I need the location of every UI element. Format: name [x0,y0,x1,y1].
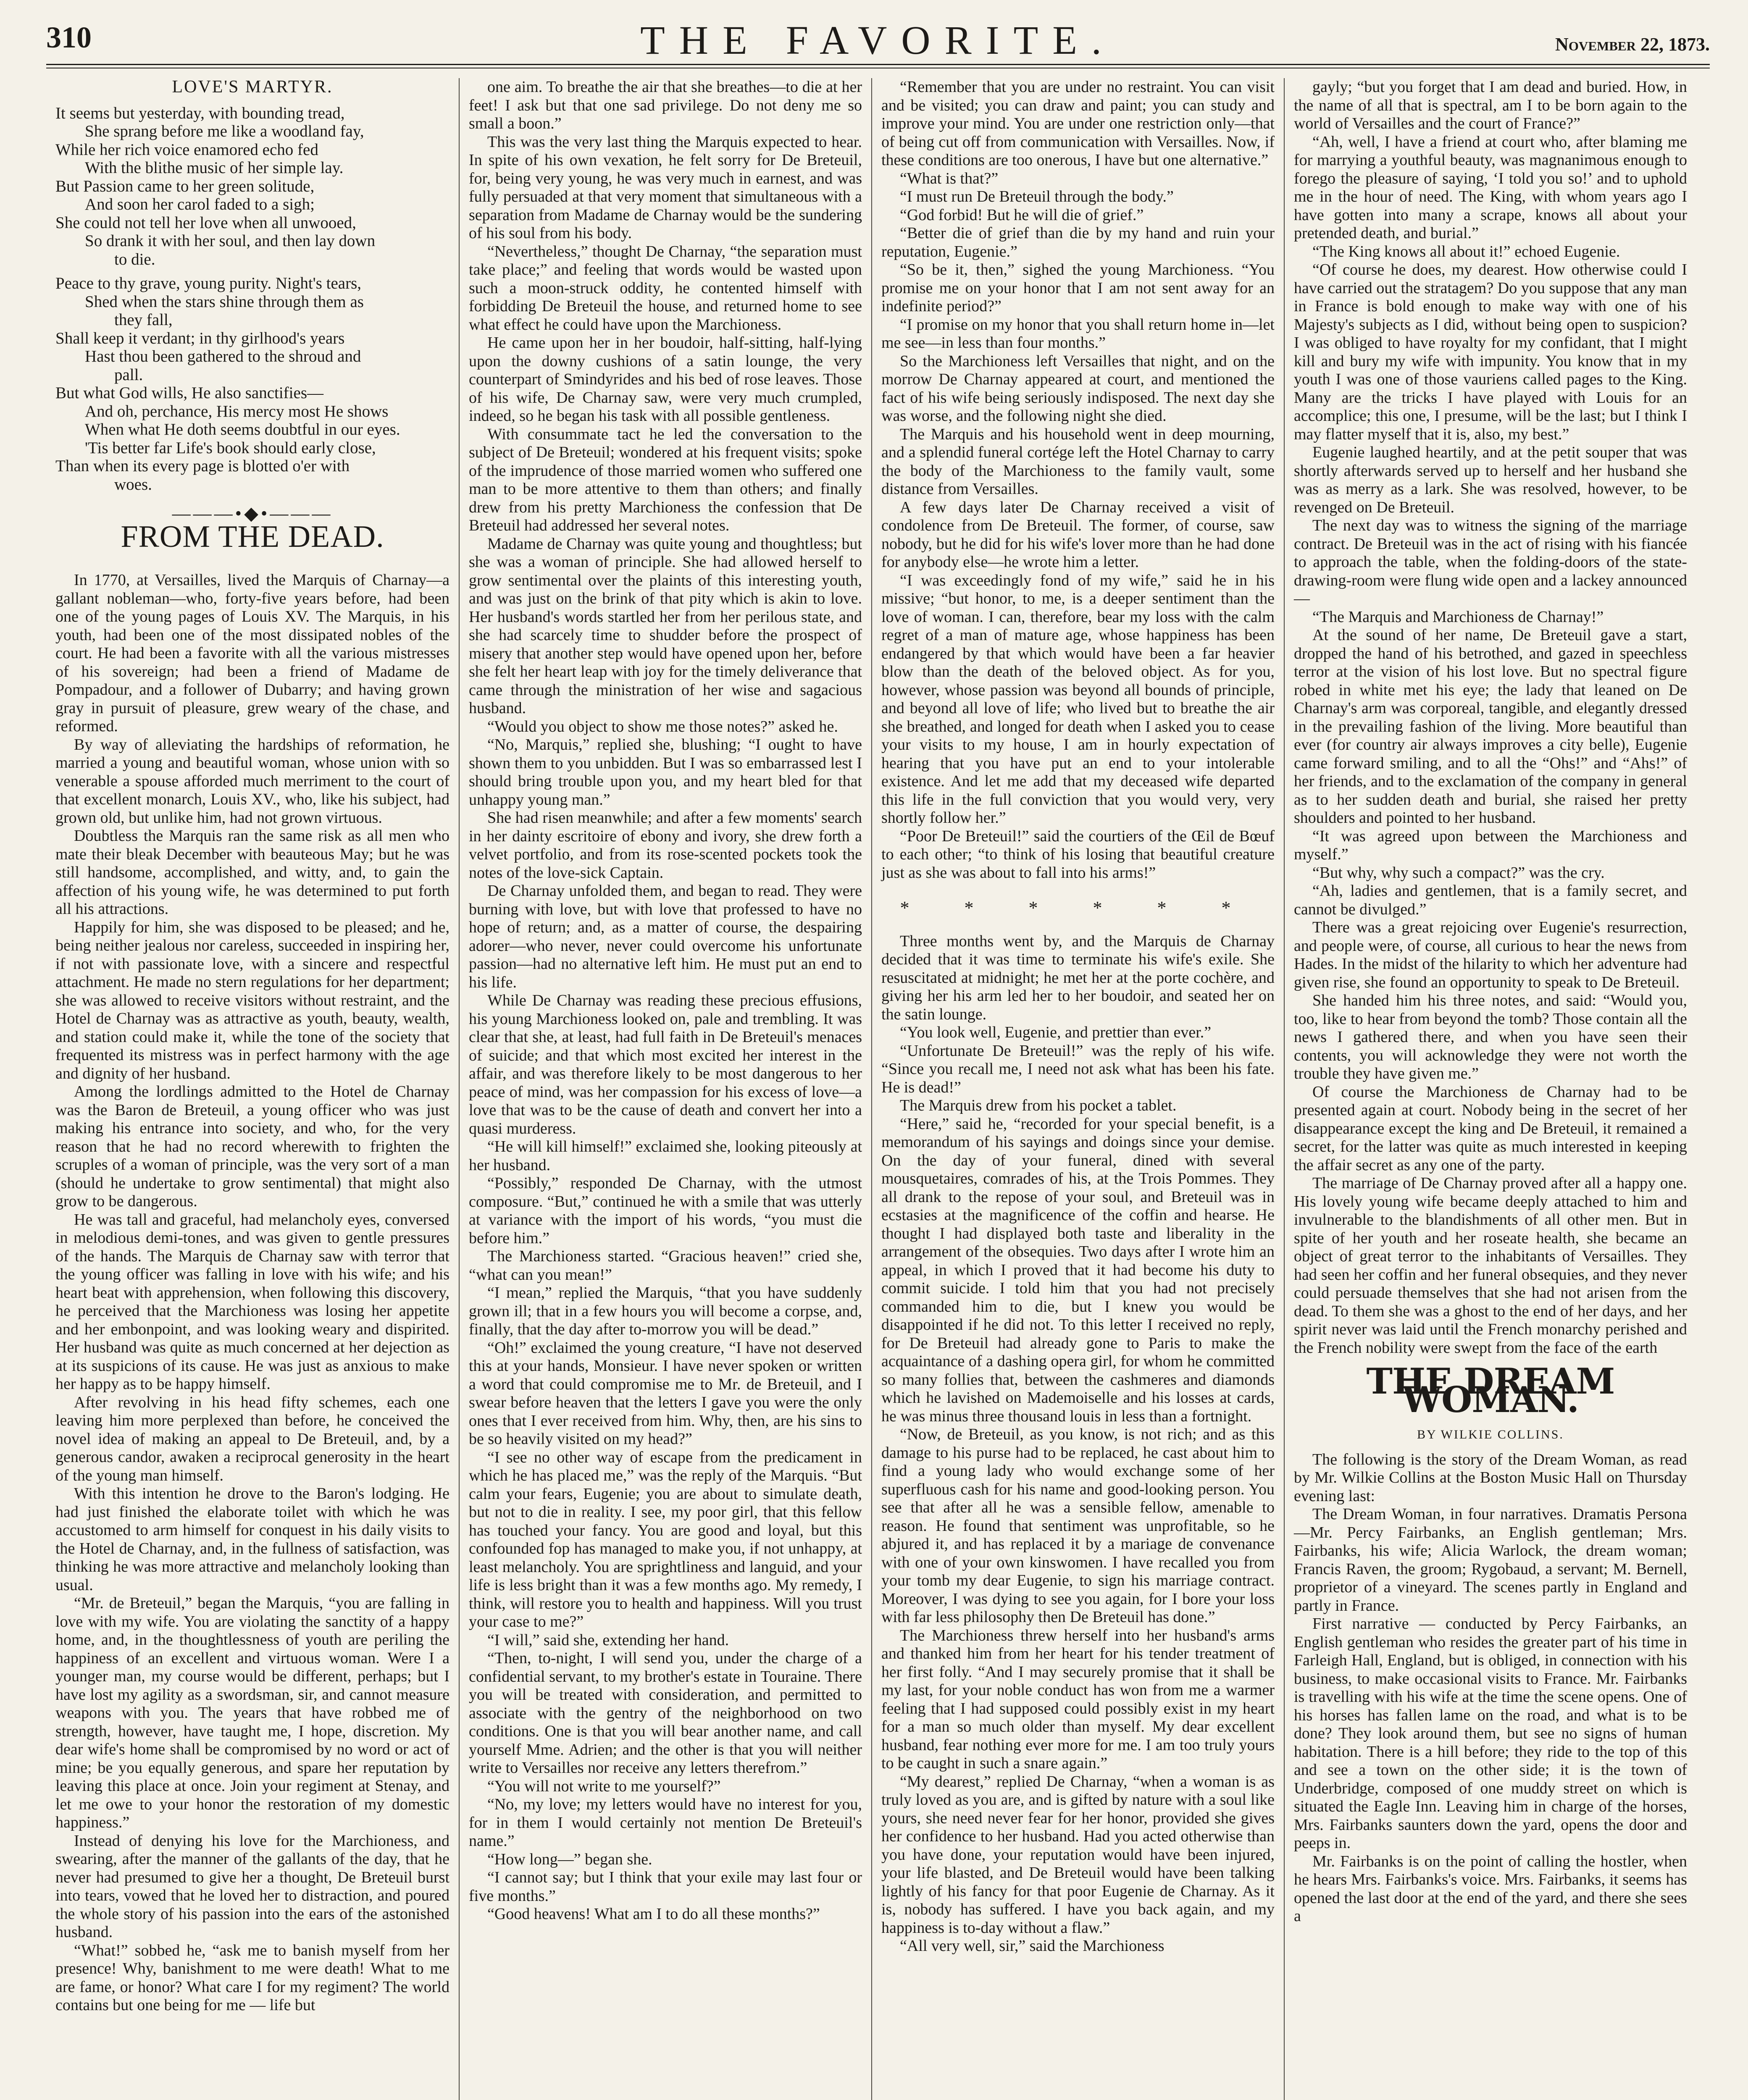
issue-date: November 22, 1873. [1555,34,1710,55]
story-title: FROM THE DEAD. [121,519,384,554]
paragraph: The Dream Woman, in four narratives. Dramatis Persona—Mr. Percy Fairbanks, an English gentleman; Mrs. Fairbanks, his wife; Alicia Warlock, the dream woman; Francis Raven, the groom; Rygobaud, a servant; M. Bernell, proprietor of a vineyard. The scenes partly in England and partly in France. [1294,1505,1687,1614]
paragraph: The Marquis drew from his pocket a tablet. [900,1097,1177,1114]
paragraph: “No, my love; my letters would have no interest for you, for in them I would certainly not mention De Breteuil's name.” [469,1796,862,1850]
paragraph: “The King knows all about it!” echoed Eugenie. [1312,242,1620,260]
paragraph: “Poor De Breteuil!” said the courtiers of the Œil de Bœuf to each other; “to think of his losing that beautiful creature just as she was about to fall into his arms!” [881,827,1275,882]
poem-line: And soon her carol faded to a sigh; [85,195,315,213]
poem-line: Peace to thy grave, young purity. Night's tears, [55,274,361,292]
paragraph: “Of course he does, my dearest. How otherwise could I have carried out the stratagem? Do you suppose that any man in France is bold enough to make way with one of his Majesty's subjects as I did, without being open to suspicion? I was obliged to have royalty for my confidant, that I might kill and bury my wife with impunity. You know that in my youth I was one of those vauriens called pages to the King. Many are the tricks I have played with Louis for an accomplice; this one, I presume, will be the last; but I think I may flatter myself that it is, also, my best.” [1294,261,1687,443]
paragraph: “Now, de Breteuil, as you know, is not rich; and as this damage to his purse had to be replaced, he cast about him to find a young lady who would exchange some of her superfluous cash for his name and good-looking person. You see that after all he was a sensible fellow, amenable to reason. He found that sentiment was unprofitable, so he abjured it, and has replaced it by a mariage de convenance with one of your own kinswomen. I have recalled you from your tomb my dear Eugenie, to sign his marriage contract. Moreover, I was dying to see you again, for I bore your loss with far less philosophy then De Breteuil has done.” [881,1425,1275,1626]
paragraph: “What!” sobbed he, “ask me to banish myself from her presence! Why, banishment to me were death! What to me are fame, or honor? What care I for my regiment? The world contains but one being for me — life but [55,1941,449,2014]
paragraph: Among the lordlings admitted to the Hotel de Charnay was the Baron de Breteuil, a young officer who was just making his entrance into society, and who, for the very reason that he had no record wherewith to frighten the scruples of a woman of principle, was the very sort of a man (should he undertake to grow sentimental) that might also grow to be dangerous. [55,1083,449,1210]
paragraph: “The Marquis and Marchioness de Charnay!” [1312,608,1604,626]
paragraph: “Nevertheless,” thought De Charnay, “the separation must take place;” and feeling that words would be wasted upon such a moon-struck oddity, he contented himself with forbidding De Breteuil the house, and returned home to see what effect he could have upon the Marchioness. [469,242,862,333]
paragraph: “All very well, sir,” said the Marchioness [900,1937,1164,1955]
poem-line: woes. [114,475,152,494]
paragraph: Madame de Charnay was quite young and thoughtless; but she was a woman of principle. She had allowed herself to grow sentimental over the plaints of this interesting youth, and was just on the brink of that pity which is akin to love. Her husband's words startled her from her perilous state, and she had scarcely time to shudder before the prospect of misery that another step would have opened upon her, before she felt her heart leap with joy for the timely deliverance that came through the ministration of her wise and sagacious husband. [469,535,862,717]
newspaper-title: THE FAVORITE. [640,18,1116,63]
poem-line: Shed when the stars shine through them as [85,292,364,311]
paragraph: After revolving in his head fifty schemes, each one leaving him more perplexed than before, he conceived the novel idea of making an appeal to De Breteuil, and, by a generous candor, awaken a reciprocal generosity in the heart of the young man himself. [55,1393,449,1484]
paragraph: “It was agreed upon between the Marchioness and myself.” [1294,827,1687,863]
poem-line: While her rich voice enamored echo fed [55,140,318,159]
story-title-2: THE DREAM WOMAN. [1366,1360,1615,1420]
story-body-col3a [881,78,1275,882]
paragraph: With this intention he drove to the Baron's lodging. He had just finished the elaborate toilet with which he was accustomed to arm himself for conquest in his daily visits to the Hotel de Charnay, and, in the fullness of satisfaction, was thinking he was more attractive and melancholy looking than usual. [55,1485,449,1594]
paragraph: Happily for him, she was disposed to be pleased; and he, being neither jealous nor careless, succeeded in inspiring her, if not with passionate love, with a sincere and respectful attachment. He made no stern regulations for her department; she was allowed to receive visitors without restraint, and the Hotel de Charnay was as attractive as youth, beauty, wealth, and station could make it, while the tone of the society that frequented its mistress was in perfect harmony with the age and dignity of her husband. [55,918,449,1082]
poem-title: LOVE'S MARTYR. [172,78,333,97]
poem-line: She could not tell her love when all unwooed, [55,213,356,232]
paragraph: At the sound of her name, De Breteuil gave a start, dropped the hand of his betrothed, and gazed in speechless terror at the vision of his lost love. But no spectral figure robed in white met his eye; the lady that leaned on De Charnay's arm was corporeal, tangible, and elegantly dressed in the prevailing fashion of the living. More beautiful than ever (for country air always improves a city belle), Eugenie came forward smiling, and to all the “Ohs!” and “Ahs!” of her friends, and to the exclamation of the company in general as to her sudden death and burial, she raised her pretty shoulders and pointed to her husband. [1294,626,1687,827]
column-1 [46,78,459,2100]
column-2 [459,78,871,2100]
poem-line: She sprang before me like a woodland fay, [85,122,364,140]
poem-line: But Passion came to her green solitude, [55,177,315,195]
paragraph: “Unfortunate De Breteuil!” was the reply of his wife. “Since you recall me, I need not ask what has been his fate. He is dead!” [881,1042,1275,1096]
paragraph: “Would you object to show me those notes?” asked he. [487,717,838,735]
paragraph: Eugenie laughed heartily, and at the petit souper that was shortly afterwards served up to herself and her husband she was as merry as a lark. She was resolved, however, to be revenged on De Breteuil. [1294,444,1687,516]
paragraph: The Marchioness threw herself into her husband's arms and thanked him from her heart for his tender treatment of her first folly. “And I may securely promise that it shall be my last, for your noble conduct has won from me a warmer feeling that I had supposed could possibly exist in my heart for a man so much older than myself. My dear excellent husband, fear nothing ever more for me. I am too truly yours to be caught in such a snare again.” [881,1626,1275,1772]
paragraph: “Ah, ladies and gentlemen, that is a family secret, and cannot be divulged.” [1294,882,1687,918]
masthead [46,17,1710,63]
paragraph: With consummate tact he led the conversation to the subject of De Breteuil; wondered at his frequent visits; spoke of the imprudence of those married women who suffered one man to be more attentive to them than others; and finally drew from his pretty Marchioness the confession that De Breteuil had addressed her several notes. [469,425,862,534]
poem-line: It seems but yesterday, with bounding tread, [55,104,345,122]
poem-line: But what God wills, He also sanctifies— [55,384,323,402]
paragraph: “What is that?” [900,169,999,187]
paragraph: She had risen meanwhile; and after a few moments' search in her dainty escritoire of ebony and ivory, she drew forth a velvet portfolio, and from its rose-scented pockets took the notes of the love-sick Captain. [469,809,862,882]
paragraph: So the Marchioness left Versailles that night, and on the morrow De Charnay appeared at court, and mentioned the fact of his wife being seriously indisposed. The next day she was worse, and the following night she died. [881,352,1275,425]
paragraph: “Remember that you are under no restraint. You can visit and be visited; you can draw and paint; you can study and improve your mind. You are under one restriction only—that of being cut off from communication with Versailles. Now, if these conditions are too onerous, I have but one alternative.” [881,78,1275,169]
paragraph: A few days later De Charnay received a visit of condolence from De Breteuil. The former, of course, saw nobody, but he did for his wife's lover more than he had done for anybody else—he wrote him a letter. [881,498,1275,571]
poem-line: When what He doth seems doubtful in our eyes. [85,420,400,438]
poem-line: So drank it with her soul, and then lay down [85,232,376,250]
paragraph: Doubtless the Marquis ran the same risk as all men who mate their bleak December with beauteous May; but he was still handsome, accomplished, and witty, and, to gain the affection of his young wife, he was determined to put forth all his attractions. [55,827,449,918]
paragraph: “How long—” began she. [487,1850,652,1868]
paragraph: The Marchioness started. “Gracious heaven!” cried she, “what can you mean!” [469,1247,862,1284]
paragraph: By way of alleviating the hardships of reformation, he married a young and beautiful woman, whose union with so venerable a spouse afforded much merriment to the court of that excellent monarch, Louis XV., who, like his subject, had grown old, but unlike him, had not grown virtuous. [55,735,449,827]
paragraph: “Here,” said he, “recorded for your special benefit, is a memorandum of his sayings and doings since your demise. On the day of your funeral, dined with several mousquetaires, comrades of his, at the Trois Pommes. They all drank to the repose of your soul, and Breteuil was in ecstasies at the magnificence of the coffin and hearse. He thought I had displayed both taste and liberality in the arrangement of the obsequies. Two days after I wrote him an appeal, in which I proved that it had become his duty to commit suicide. I told him that you had not precisely commanded him to die, but I knew you would be disappointed if he did not. To this letter I received no reply, for De Breteuil had already gone to Paris to make the acquaintance of a dashing opera girl, for whom he committed so many follies that, between the cashmeres and diamonds which he lavished on Mademoiselle and his losses at cards, he was minus three thousand louis in less than a fortnight. [881,1115,1275,1425]
paragraph: While De Charnay was reading these precious effusions, his young Marchioness looked on, pale and trembling. It was clear that she, at least, had full faith in De Breteuil's menaces of suicide; and that which most excited her interest in the affair, and was therefore likely to be most dangerous to her peace of mind, was her compassion for his excess of love—a love that was to be the cause of death and convert her into a quasi murderess. [469,992,862,1137]
story-body-col4 [1294,78,1687,1357]
paragraph: “Better die of grief than die by my hand and ruin your reputation, Eugenie.” [881,224,1275,260]
paragraph: In 1770, at Versailles, lived the Marquis of Charnay—a gallant nobleman—who, forty-five years before, had been one of the young pages of Louis XV. The Marquis, in his youth, had been one of the most dissipated nobles of the court. He had been a favorite with all the various mistresses of his sovereign; had been a friend of Madame de Pompadour, and a follower of Dubarry; and having grown gray in pursuit of pleasure, grew weary of the chase, and reformed. [55,571,449,735]
paragraph: The marriage of De Charnay proved after all a happy one. His lovely young wife became deeply attached to him and invulnerable to the blandishments of all other men. But in spite of her youth and her roseate health, she became an object of great terror to the inhabitants of Versailles. They had seen her coffin and her funeral obsequies, and they never could persuade themselves that she had not arisen from the dead. To them she was a ghost to the end of her days, and her spirit never was laid until the French monarchy perished and the French nobility were swept from the face of the earth [1294,1174,1687,1357]
story-body-col2 [469,78,862,1924]
paragraph: gayly; “but you forget that I am dead and buried. How, in the name of all that is spectral, am I to be born again to the world of Versailles and the court of France?” [1294,78,1687,132]
paragraph: “I promise on my honor that you shall return home in—let me see—in less than four months.” [881,315,1275,352]
page-number: 310 [46,21,92,54]
paragraph: “He will kill himself!” exclaimed she, looking piteously at her husband. [469,1138,862,1174]
paragraph: Three months went by, and the Marquis de Charnay decided that it was time to terminate his wife's exile. She resuscitated at midnight; he met her at the porte cochère, and giving her his arm led her to her boudoir, and seated her on the satin lounge. [881,932,1275,1023]
paragraph: “No, Marquis,” replied she, blushing; “I ought to have shown them to you unbidden. But I was so embarrassed lest I should bring trouble upon you, and my heart bled for that unhappy young man.” [469,736,862,808]
paragraph: “I see no other way of escape from the predicament in which he has placed me,” was the reply of the Marquis. “But calm your fears, Eugenie; you are about to simulate death, but not to die in reality. I see, my poor girl, that this fellow has touched your fancy. You are good and loyal, but this confounded fop has managed to make you, if not unhappy, at least melancholy. You are sprightliness and languid, and your life is less bright than it was a few months ago. My remedy, I think, will restore you to health and happiness. Will you trust your case to me?” [469,1448,862,1630]
paragraph: De Charnay unfolded them, and began to read. They were burning with love, but with love that professed to have no hope of return; and, as a matter of course, the despairing adorer—who never, never could overcome his unfortunate passion—had no alternative left him. He must put an end to his life. [469,882,862,991]
paragraph: “I will,” said she, extending her hand. [487,1631,729,1649]
section-ornament: ———•◆•——— [172,503,333,524]
story-body-2 [1294,1451,1687,1926]
paragraph: “Mr. de Breteuil,” began the Marquis, “you are falling in love with my wife. You are violating the sanctity of a happy home, and, in the thoughtlessness of youth are periling the happiness of an excellent and virtuous woman. Were I a younger man, my course would be different, perhaps; but I have lost my agility as a swordsman, sir, and cannot measure weapons with you. The years that have robbed me of strength, however, have taught me, I hope, discretion. My dear wife's home shall be compromised by no word or act of mine; be you equally generous, and spare her reputation by leaving this place at once. Join your regiment at Stenay, and let me owe to your honor the restoration of my domestic happiness.” [55,1594,449,1831]
columns [46,78,1710,2100]
paragraph: The following is the story of the Dream Woman, as read by Mr. Wilkie Collins at the Boston Music Hall on Thursday evening last: [1294,1450,1687,1505]
paragraph: He was tall and graceful, had melancholy eyes, conversed in melodious demi-tones, and was given to gentle pressures of the hands. The Marquis de Charnay saw with terror that the young officer was falling in love with his wife; and his heart beat with apprehension, when following this discovery, he perceived that the Marchioness was losing her appetite and her embonpoint, and was looking weary and dispirited. Her husband was quite as much concerned at her dejection as at its suspicions of its cause. He was just as anxious to make her happy as to be happy himself. [55,1210,449,1393]
paragraph: “I mean,” replied the Marquis, “that you have suddenly grown ill; that in a few hours you will become a corpse, and, finally, that the day after to-morrow you will be dead.” [469,1284,862,1338]
paragraph: He came upon her in her boudoir, half-sitting, half-lying upon the downy cushions of a satin lounge, the very counterpart of Smindyrides and his bed of rose leaves. Those of his wife, De Charnay saw, were very much crumpled, indeed, so he began his task with all possible gentleness. [469,334,862,425]
masthead-rule [46,64,1710,68]
paragraph: “Oh!” exclaimed the young creature, “I have not deserved this at your hands, Monsieur. I have never spoken or written a word that could compromise me to Mr. de Breteuil, and I swear before heaven that the letters I gave you were the only ones that I ever received from him. Why, then, are his sins to be so heavily visited on my head?” [469,1339,862,1448]
story-body-col1 [55,571,449,2015]
paragraph: one aim. To breathe the air that she breathes—to die at her feet! I ask but that one sad privilege. Do not deny me so small a boon.” [469,78,862,132]
byline: BY WILKIE COLLINS. [1417,1428,1564,1441]
paragraph: There was a great rejoicing over Eugenie's resurrection, and people were, of course, all curious to hear the news from Hades. In the midst of the hilarity to which her adventure had given rise, she found an opportunity to speak to De Breteuil. [1294,919,1687,991]
paragraph: Of course the Marchioness de Charnay had to be presented again at court. Nobody being in the secret of her disappearance except the king and De Breteuil, it remained a secret, for the latter was quite as much interested in keeping the affair secret as any one of the party. [1294,1083,1687,1174]
paragraph: “I was exceedingly fond of my wife,” said he in his missive; “but honor, to me, is a deeper sentiment than the love of woman. I can, therefore, bear my loss with the calm regret of a man of mature age, whose happiness has been endangered by that which would have been a far heavier blow than the death of the beloved object. As for you, however, whose passion was beyond all bounds of principle, and beyond all love of life; who lived but to breathe the air she breathed, and longed for death when I asked you to cease your visits to my house, I am in hourly expectation of hearing that you have put an end to your intolerable existence. And let me add that my deceased wife departed this life in the full conviction that you would very, very shortly follow her.” [881,571,1275,827]
paragraph: First narrative — conducted by Percy Fairbanks, an English gentleman who resides the greater part of his time in Farleigh Hall, England, but is obliged, in connection with his business, to make occasional visits to France. Mr. Fairbanks is travelling with his wife at the time the scene opens. One of his horses has fallen lame on the road, and what is to be done? They look around them, but see no signs of human habitation. There is a hill before; they ride to the top of this and see a town on the other side; it is the town of Underbridge, composed of one muddy street on which is situated the Eagle Inn. Leaving him in charge of the horses, Mrs. Fairbanks saunters down the yard, opens the door and peeps in. [1294,1615,1687,1852]
section-break: * * * * * * [900,898,1256,918]
poem-line: 'Tis better far Life's book should early close, [85,438,376,457]
paragraph: This was the very last thing the Marquis expected to hear. In spite of his own vexation, he felt sorry for De Breteuil, for, being very young, he was very much in earnest, and was fully persuaded at that very moment that simultaneous with a separation from Madame de Charnay would be the sundering of his soul from his body. [469,133,862,242]
poem-line: Hast thou been gathered to the shroud and [85,347,361,365]
paragraph: The Marquis and his household went in deep mourning, and a splendid funeral cortége left the Hotel Charnay to carry the body of the Marchioness to the family vault, some distance from Versailles. [881,425,1275,498]
paragraph: Instead of denying his love for the Marchioness, and swearing, after the manner of the gallants of the day, that he never had presumed to give her a thought, De Breteuil burst into tears, vowed that he loved her to distraction, and poured the whole story of his passion into the ears of the astonished husband. [55,1832,449,1941]
paragraph: “My dearest,” replied De Charnay, “when a woman is as truly loved as you are, and is gifted by nature with a soul like yours, she need never fear for her honor, provided she gives her confidence to her husband. Had you acted otherwise than you have done, your reputation would have been injured, your life blasted, and De Breteuil would have been talking lightly of his fancy for that poor Eugenie de Charnay. As it is, nobody has suffered. I have you back again, and my happiness is to-day without a flaw.” [881,1772,1275,1937]
paragraph: “Good heavens! What am I to do all these months?” [487,1905,820,1923]
paragraph: “I must run De Breteuil through the body.” [900,188,1174,205]
poem-line: With the blithe music of her simple lay. [85,159,344,177]
paragraph: “You look well, Eugenie, and prettier than ever.” [900,1024,1212,1041]
poem-line: to die. [114,250,155,268]
story-body-col3b [881,932,1275,1956]
paragraph: She handed him his three notes, and said: “Would you, too, like to hear from beyond the tomb? Those contain all the news I gathered there, and when you have seen their contents, you will acknowledge they were not worth the trouble they have given me.” [1294,992,1687,1082]
paragraph: “Possibly,” responded De Charnay, with the utmost composure. “But,” continued he with a smile that was utterly at variance with the import of his words, “you must die before him.” [469,1174,862,1247]
paragraph: “But why, why such a compact?” was the cry. [1312,864,1605,882]
paragraph: “God forbid! But he will die of grief.” [900,206,1144,224]
poem-line: pall. [114,365,143,384]
poem-line: And oh, perchance, His mercy most He shows [85,402,389,420]
poem-stanza-1 [55,104,449,269]
paragraph: “Ah, well, I have a friend at court who, after blaming me for marrying a youthful beauty, was magnanimous enough to forego the pleasure of saying, ‘I told you so!’ and to uphold me in the hour of need. The King, with whom years ago I have gotten into many a scrape, knows all about your pretended death, and burial.” [1294,133,1687,242]
paragraph: “You will not write to me yourself?” [487,1777,721,1795]
poem-line: Shall keep it verdant; in thy girlhood's years [55,329,345,347]
poem-stanza-2 [55,274,449,494]
paragraph: The next day was to witness the signing of the marriage contract. De Breteuil was in the act of rising with his fiancée to approach the table, when the folding-doors of the state-drawing-room were flung wide open and a lackey announced— [1294,517,1687,607]
poem-line: they fall, [114,311,173,329]
paragraph: “Then, to-night, I will send you, under the charge of a confidential servant, to my brother's estate in Touraine. There you will be treated with consideration, and permitted to associate with the gentry of the neighborhood on two conditions. One is that you will bear another name, and call yourself Mme. Adrien; and the other is that you will neither write to Versailles nor receive any letters therefrom.” [469,1649,862,1777]
paragraph: “So be it, then,” sighed the young Marchioness. “You promise me on your honor that I am not sent away for an indefinite period?” [881,261,1275,315]
column-3 [871,78,1284,2100]
column-4 [1284,78,1696,2100]
poem-line: Than when its every page is blotted o'er with [55,457,350,475]
paragraph: “I cannot say; but I think that your exile may last four or five months.” [469,1869,862,1905]
paragraph: Mr. Fairbanks is on the point of calling the hostler, when he hears Mrs. Fairbanks's voice. Mrs. Fairbanks, it seems has opened the last door at the end of the yard, and there she sees a [1294,1852,1687,1925]
